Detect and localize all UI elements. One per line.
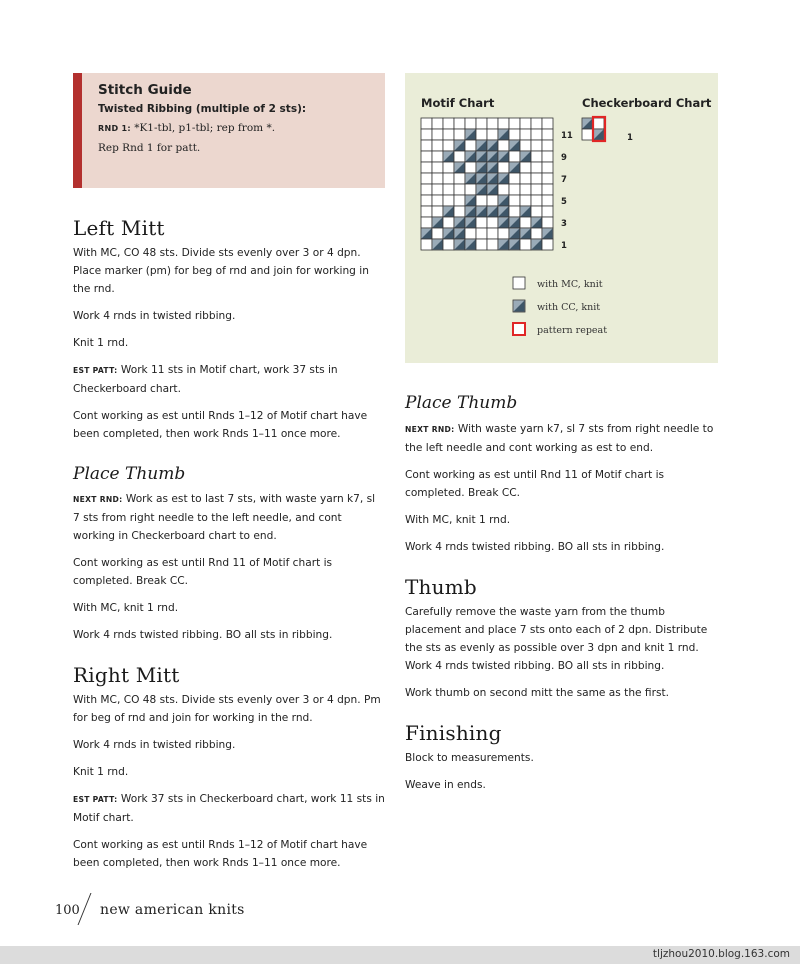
motif-mc-stitch — [531, 173, 542, 184]
legend-label: with MC, knit — [537, 279, 603, 290]
motif-mc-stitch — [520, 195, 531, 206]
thumb-instructions: Carefully remove the waste yarn from the thumb placement and place 7 sts onto each of 2 dpn. Distribute the sts as evenly as possible over 3 dpn and knit 1 rnd. Work 4 rnds twisted ribbing. BO all sts in ribbing. — [405, 606, 708, 672]
motif-mc-stitch — [520, 173, 531, 184]
right-mitt-knit-rnd: Knit 1 rnd. — [73, 766, 129, 778]
motif-mc-stitch — [454, 206, 465, 217]
checkerboard-chart-title: Checkerboard Chart — [582, 96, 712, 110]
motif-mc-stitch — [542, 151, 553, 162]
motif-mc-stitch — [465, 184, 476, 195]
legend-red-square — [513, 323, 525, 335]
motif-mc-stitch — [509, 206, 520, 217]
motif-mc-stitch — [421, 239, 432, 250]
motif-mc-stitch — [531, 206, 542, 217]
motif-mc-stitch — [443, 173, 454, 184]
motif-mc-stitch — [476, 228, 487, 239]
right-place-thumb-heading: Place Thumb — [405, 393, 518, 413]
left-place-thumb-next-rnd — [73, 490, 385, 545]
est-patt-label: EST PATT: — [73, 366, 118, 375]
motif-mc-stitch — [432, 129, 443, 140]
motif-mc-stitch — [421, 195, 432, 206]
right-mitt-continue: Cont working as est until Rnds 1–12 of Motif chart have been completed, then work Rnds 1–11 once more. — [73, 839, 368, 869]
motif-mc-stitch — [531, 151, 542, 162]
motif-mc-stitch — [432, 162, 443, 173]
thumb-second-mitt: Work thumb on second mitt the same as the first. — [405, 687, 670, 699]
motif-mc-stitch — [443, 239, 454, 250]
motif-mc-stitch — [443, 184, 454, 195]
motif-mc-stitch — [542, 195, 553, 206]
motif-mc-stitch — [542, 173, 553, 184]
motif-mc-stitch — [443, 162, 454, 173]
motif-mc-stitch — [509, 184, 520, 195]
motif-mc-stitch — [421, 151, 432, 162]
checker-mc-stitch — [593, 118, 604, 129]
finishing-heading: Finishing — [405, 721, 502, 745]
charts-figure — [405, 73, 718, 363]
motif-mc-stitch — [509, 129, 520, 140]
left-mitt-continue: Cont working as est until Rnds 1–12 of Motif chart have been completed, then work Rnds 1–11 once more. — [73, 410, 368, 440]
legend-label: pattern repeat — [537, 325, 608, 336]
motif-mc-stitch — [509, 173, 520, 184]
motif-row-label: 9 — [561, 153, 567, 163]
motif-mc-stitch — [542, 184, 553, 195]
motif-mc-stitch — [520, 217, 531, 228]
motif-mc-stitch — [432, 151, 443, 162]
motif-mc-stitch — [487, 217, 498, 228]
motif-mc-stitch — [531, 140, 542, 151]
motif-mc-stitch — [421, 140, 432, 151]
motif-mc-stitch — [443, 217, 454, 228]
stitch-guide-rnd1 — [98, 122, 275, 134]
right-place-thumb-knit: With MC, knit 1 rnd. — [405, 514, 511, 526]
motif-mc-stitch — [542, 217, 553, 228]
motif-mc-stitch — [421, 129, 432, 140]
est-patt-label: EST PATT: — [73, 795, 118, 804]
left-place-thumb-knit: With MC, knit 1 rnd. — [73, 602, 179, 614]
motif-mc-stitch — [487, 195, 498, 206]
motif-mc-stitch — [454, 118, 465, 129]
left-mitt-cast-on: With MC, CO 48 sts. Divide sts evenly over 3 or 4 dpn. Place marker (pm) for beg of rnd and join for working in the rnd. — [73, 247, 369, 295]
checkerboard-row-label: 1 — [627, 133, 633, 143]
stitch-guide-box — [73, 73, 385, 188]
motif-mc-stitch — [542, 118, 553, 129]
motif-row-label: 1 — [561, 241, 567, 251]
motif-mc-stitch — [421, 206, 432, 217]
right-mitt-heading: Right Mitt — [73, 663, 180, 687]
right-mitt-ribbing: Work 4 rnds in twisted ribbing. — [73, 739, 236, 751]
motif-mc-stitch — [520, 129, 531, 140]
motif-mc-stitch — [509, 118, 520, 129]
motif-mc-stitch — [432, 195, 443, 206]
left-place-thumb-continue: Cont working as est until Rnd 11 of Motif chart is completed. Break CC. — [73, 557, 333, 587]
motif-row-label: 5 — [561, 197, 567, 207]
next-rnd-text: With waste yarn k7, sl 7 sts from right needle to the left needle and cont working as est to end. — [405, 423, 714, 454]
thumb-heading: Thumb — [405, 575, 477, 599]
right-column — [405, 392, 718, 803]
motif-chart-grid — [421, 118, 553, 250]
next-rnd-text: Work as est to last 7 sts, with waste yarn k7, sl 7 sts from right needle to the left needle, and cont working in Checkerboard chart to end. — [73, 493, 376, 542]
motif-mc-stitch — [498, 228, 509, 239]
left-mitt-heading: Left Mitt — [73, 216, 165, 240]
right-place-thumb-next-rnd — [405, 420, 718, 457]
stitch-guide-repeat: Rep Rnd 1 for patt. — [98, 142, 201, 154]
right-place-thumb-bind-off: Work 4 rnds twisted ribbing. BO all sts in ribbing. — [405, 541, 665, 553]
page-number: 100 — [55, 903, 80, 918]
motif-mc-stitch — [509, 151, 520, 162]
legend-label: with CC, knit — [537, 302, 601, 313]
motif-mc-stitch — [454, 129, 465, 140]
next-rnd-label: NEXT RND: — [73, 495, 123, 504]
left-place-thumb-heading: Place Thumb — [73, 464, 186, 484]
finishing-weave: Weave in ends. — [405, 779, 486, 791]
watermark: tljzhou2010.blog.163.com — [652, 948, 790, 960]
right-mitt-est-patt — [73, 790, 385, 827]
motif-mc-stitch — [454, 184, 465, 195]
motif-mc-stitch — [498, 140, 509, 151]
motif-mc-stitch — [465, 118, 476, 129]
motif-mc-stitch — [487, 118, 498, 129]
motif-mc-stitch — [542, 206, 553, 217]
motif-mc-stitch — [531, 118, 542, 129]
motif-mc-stitch — [487, 129, 498, 140]
left-place-thumb-bind-off: Work 4 rnds twisted ribbing. BO all sts in ribbing. — [73, 629, 333, 641]
finishing-block: Block to measurements. — [405, 752, 534, 764]
left-mitt-knit-rnd: Knit 1 rnd. — [73, 337, 129, 349]
checker-mc-stitch — [582, 129, 593, 140]
motif-mc-stitch — [421, 217, 432, 228]
motif-mc-stitch — [476, 239, 487, 250]
motif-row-label: 11 — [561, 131, 573, 141]
motif-mc-stitch — [454, 195, 465, 206]
motif-mc-stitch — [421, 118, 432, 129]
motif-mc-stitch — [432, 206, 443, 217]
motif-mc-stitch — [476, 217, 487, 228]
rnd1-label: RND 1: — [98, 124, 131, 133]
right-mitt-cast-on: With MC, CO 48 sts. Divide sts evenly over 3 or 4 dpn. Pm for beg of rnd and join for working in the rnd. — [73, 694, 381, 724]
motif-mc-stitch — [454, 151, 465, 162]
est-patt-text: Work 37 sts in Checkerboard chart, work 11 sts in Motif chart. — [73, 793, 385, 824]
chart-legend — [513, 277, 607, 336]
motif-mc-stitch — [443, 140, 454, 151]
motif-mc-stitch — [454, 173, 465, 184]
stitch-guide-title: Stitch Guide — [98, 82, 192, 98]
next-rnd-label: NEXT RND: — [405, 425, 455, 434]
motif-row-label: 7 — [561, 175, 567, 185]
motif-mc-stitch — [432, 228, 443, 239]
est-patt-text: Work 11 sts in Motif chart, work 37 sts in Checkerboard chart. — [73, 364, 338, 395]
motif-mc-stitch — [432, 140, 443, 151]
motif-mc-stitch — [476, 118, 487, 129]
motif-mc-stitch — [531, 228, 542, 239]
motif-mc-stitch — [531, 162, 542, 173]
motif-mc-stitch — [520, 162, 531, 173]
motif-mc-stitch — [465, 140, 476, 151]
left-column — [73, 215, 385, 881]
motif-mc-stitch — [542, 140, 553, 151]
motif-mc-stitch — [498, 184, 509, 195]
motif-mc-stitch — [432, 173, 443, 184]
left-mitt-ribbing: Work 4 rnds in twisted ribbing. — [73, 310, 236, 322]
motif-mc-stitch — [476, 129, 487, 140]
left-mitt-est-patt — [73, 361, 385, 398]
motif-mc-stitch — [465, 162, 476, 173]
motif-mc-stitch — [498, 118, 509, 129]
checkerboard-chart-grid — [582, 117, 605, 141]
motif-mc-stitch — [520, 140, 531, 151]
motif-mc-stitch — [520, 239, 531, 250]
motif-mc-stitch — [542, 239, 553, 250]
motif-row-label: 3 — [561, 219, 567, 229]
motif-mc-stitch — [487, 239, 498, 250]
motif-mc-stitch — [432, 184, 443, 195]
motif-mc-stitch — [443, 195, 454, 206]
stitch-guide-subtitle: Twisted Ribbing (multiple of 2 sts): — [98, 103, 307, 115]
motif-mc-stitch — [531, 129, 542, 140]
motif-mc-stitch — [443, 129, 454, 140]
motif-mc-stitch — [509, 195, 520, 206]
motif-mc-stitch — [542, 129, 553, 140]
motif-mc-stitch — [520, 184, 531, 195]
motif-mc-stitch — [520, 118, 531, 129]
motif-mc-stitch — [465, 228, 476, 239]
book-title: new american knits — [100, 902, 245, 918]
motif-mc-stitch — [542, 162, 553, 173]
motif-mc-stitch — [421, 173, 432, 184]
motif-mc-stitch — [531, 184, 542, 195]
legend-white-square — [513, 277, 525, 289]
motif-mc-stitch — [476, 195, 487, 206]
motif-mc-stitch — [531, 195, 542, 206]
motif-mc-stitch — [487, 228, 498, 239]
stitch-guide-accent-bar — [73, 73, 82, 188]
motif-mc-stitch — [421, 184, 432, 195]
motif-mc-stitch — [432, 118, 443, 129]
motif-mc-stitch — [498, 162, 509, 173]
right-place-thumb-continue: Cont working as est until Rnd 11 of Motif chart is completed. Break CC. — [405, 469, 665, 499]
motif-mc-stitch — [443, 118, 454, 129]
motif-mc-stitch — [421, 162, 432, 173]
chart-box — [405, 73, 718, 363]
motif-chart-title: Motif Chart — [421, 96, 495, 110]
motif-row-labels — [561, 131, 573, 251]
rnd1-text: *K1-tbl, p1-tbl; rep from *. — [134, 122, 276, 134]
